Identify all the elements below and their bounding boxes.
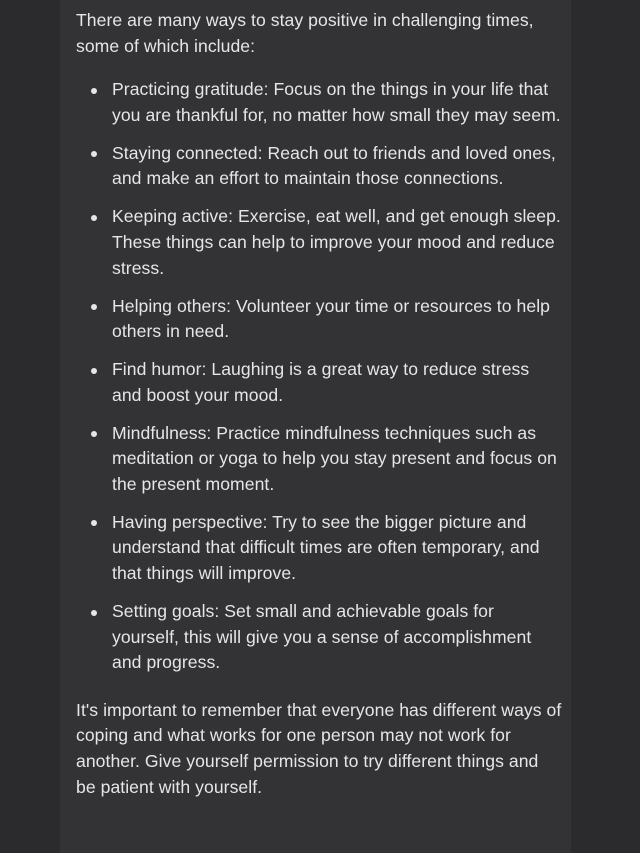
list-item — [76, 294, 562, 345]
intro-paragraph: There are many ways to stay positive in challenging times, some of which include: — [76, 10, 534, 56]
list-item — [76, 510, 562, 587]
tip-text: Staying connected: Reach out to friends and loved ones, and make an effort to maintain those connections. — [112, 142, 556, 189]
tip-text: Keeping active: Exercise, eat well, and get enough sleep. These things can help to improve your mood and reduce stress. — [112, 206, 561, 278]
tip-text: Helping others: Volunteer your time or resources to help others in need. — [112, 295, 550, 342]
assistant-message — [76, 8, 562, 800]
bullet-icon — [91, 215, 97, 221]
list-item — [76, 599, 562, 676]
tips-list — [76, 77, 562, 676]
tip-text: Mindfulness: Practice mindfulness techniques such as meditation or yoga to help you stay present and focus on the present moment. — [112, 422, 557, 494]
list-item — [76, 77, 562, 128]
list-item — [76, 141, 562, 192]
tip-text: Having perspective: Try to see the bigger picture and understand that difficult times are often temporary, and that things will improve. — [112, 511, 540, 584]
list-item — [76, 421, 562, 498]
tip-text: Practicing gratitude: Focus on the things in your life that you are thankful for, no matter how small they may seem. — [112, 79, 561, 125]
tip-text: Setting goals: Set small and achievable goals for yourself, this will give you a sense of accomplishment and progress. — [112, 601, 532, 673]
bullet-icon — [91, 610, 97, 616]
bullet-icon — [91, 304, 97, 310]
outro-paragraph: It's important to remember that everyone has different ways of coping and what works for one person may not work for another. Give yourself permission to try different things and be patient with yourself. — [76, 699, 562, 797]
bullet-icon — [91, 431, 97, 437]
list-item — [76, 357, 562, 408]
bullet-icon — [91, 520, 97, 526]
bullet-icon — [91, 88, 97, 94]
bullet-icon — [91, 151, 97, 157]
bullet-icon — [91, 368, 97, 374]
list-item — [76, 204, 562, 281]
tip-text: Find humor: Laughing is a great way to reduce stress and boost your mood. — [112, 359, 530, 405]
